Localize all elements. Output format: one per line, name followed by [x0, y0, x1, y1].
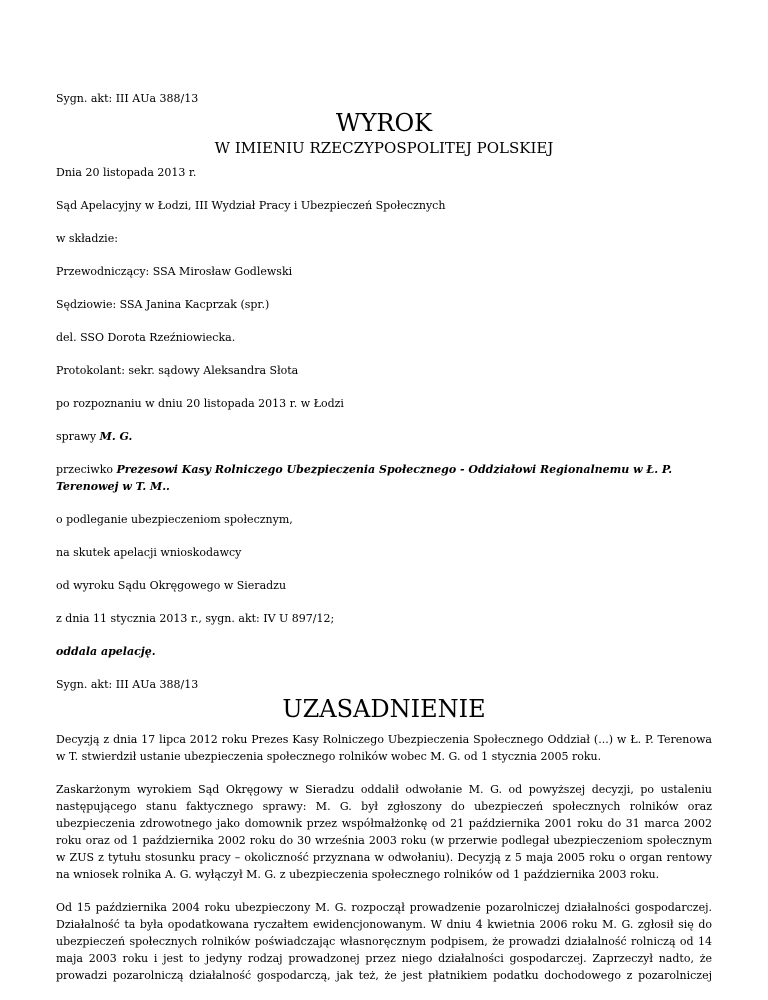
- case-subject: o podleganie ubezpieczeniom społecznym,: [56, 513, 293, 526]
- delegated-judge: del. SSO Dorota Rzeźniowiecka.: [56, 331, 236, 344]
- judgment-date: Dnia 20 listopada 2013 r.: [56, 166, 197, 179]
- against-party-line: [56, 461, 712, 495]
- case-prefix: sprawy: [56, 430, 100, 443]
- composition-label: w składzie:: [56, 232, 118, 245]
- case-party: M. G.: [99, 430, 133, 443]
- case-signature: Sygn. akt: III AUa 388/13: [56, 92, 199, 105]
- case-party-line: [56, 428, 712, 445]
- appeal-info: na skutek apelacji wnioskodawcy: [56, 546, 242, 559]
- lower-court-judgment-date: z dnia 11 stycznia 2013 r., sygn. akt: IV U 897/12;: [56, 612, 335, 625]
- document-content: [56, 90, 712, 1000]
- justification-paragraph: Zaskarżonym wyrokiem Sąd Okręgowy w Sieradzu oddalił odwołanie M. G. od powyższej decyzji, po ustaleniu następującego stanu faktycznego sprawy: M. G. był zgłoszony do ubezpieczeń społecznych rolników oraz ubezpieczenia zdrowotnego jako domownik przez współmałżonkę od 21 października 2001 roku do 31 marca 2002 roku oraz od 1 października 2002 roku do 30 września 2003 roku (w przerwie podlegał ubezpieczeniom społecznym w ZUS z tytułu stosunku pracy – okoliczność przyznana w odwołaniu). Decyzją z 5 maja 2005 roku o organ rentowy na wniosek rolnika A. G. wyłączył M. G. z ubezpieczenia społecznego rolników od 1 października 2003 roku.: [56, 783, 712, 881]
- court-clerk: Protokolant: sekr. sądowy Aleksandra Słota: [56, 364, 299, 377]
- justification-paragraph: Decyzją z dnia 17 lipca 2012 roku Prezes Kasy Rolniczego Ubezpieczenia Społecznego Oddział (...) w Ł. P. Terenowa w T. stwierdził ustanie ubezpieczenia społecznego rolników wobec M. G. od 1 stycznia 2005 roku.: [56, 733, 712, 763]
- judgment-subtitle: W IMIENIU RZECZYPOSPOLITEJ POLSKIEJ: [214, 139, 554, 157]
- judgment-title: WYROK: [335, 109, 433, 137]
- justification-paragraph: Od 15 października 2004 roku ubezpieczony M. G. rozpoczął prowadzenie pozarolniczej działalności gospodarczej. Działalność ta była opodatkowana ryczałtem ewidencjonowanym. W dniu 4 kwietnia 2006 roku M. G. zgłosił się do ubezpieczeń społecznych rolników poświadczając własnoręcznym podpisem, że prowadzi działalność rolniczą od 14 maja 2003 roku i jest to jedyny rodzaj prowadzonej przez niego działalności gospodarczej. Zaprzeczył nadto, że prowadzi pozarolniczą działalność gospodarczą, jak też, że jest płatnikiem podatku dochodowego z pozarolniczej: [56, 901, 712, 982]
- hearing-info: po rozpoznaniu w dniu 20 listopada 2013 r. w Łodzi: [56, 397, 344, 410]
- court-name: Sąd Apelacyjny w Łodzi, III Wydział Pracy i Ubezpieczeń Społecznych: [56, 199, 446, 212]
- against-party: Prezesowi Kasy Rolniczego Ubezpieczenia Społecznego - Oddziałowi Regionalnemu w Ł. P. Terenowej w T. M..: [56, 463, 673, 493]
- judges: Sędziowie: SSA Janina Kacprzak (spr.): [56, 298, 270, 311]
- against-prefix: przeciwko: [56, 463, 117, 476]
- justification-title: UZASADNIENIE: [282, 695, 486, 723]
- verdict: oddala apelację.: [56, 645, 156, 658]
- presiding-judge: Przewodniczący: SSA Mirosław Godlewski: [56, 265, 293, 278]
- lower-court-judgment: od wyroku Sądu Okręgowego w Sieradzu: [56, 579, 287, 592]
- justification-case-signature: Sygn. akt: III AUa 388/13: [56, 678, 199, 691]
